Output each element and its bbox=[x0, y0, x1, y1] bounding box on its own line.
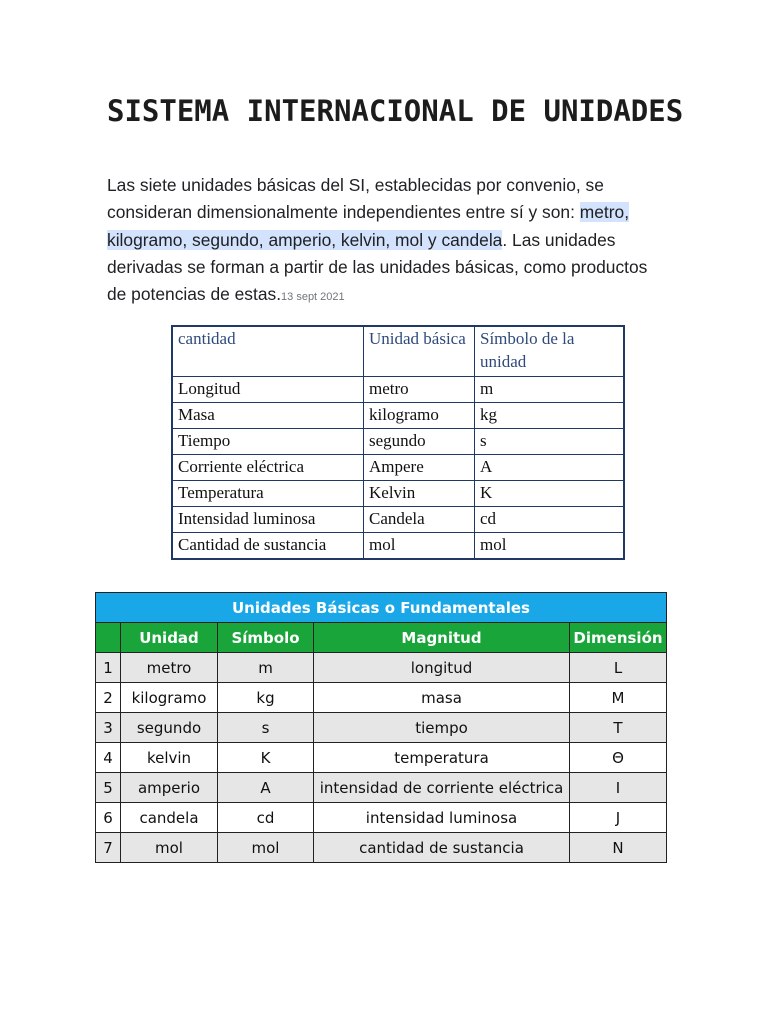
table-row bbox=[96, 713, 667, 743]
table1-cell: Temperatura bbox=[172, 481, 364, 507]
table1-cell: Tiempo bbox=[172, 429, 364, 455]
table2-cell: 5 bbox=[96, 773, 121, 803]
table-row bbox=[96, 803, 667, 833]
table2-cell: N bbox=[570, 833, 667, 863]
basic-units-table bbox=[95, 592, 667, 863]
table-row bbox=[172, 429, 624, 455]
table2-cell: cd bbox=[218, 803, 314, 833]
intro-text-end: . Las unidades derivadas se forman a partir de las unidades básicas, como productos de potencias de estas. bbox=[107, 229, 648, 305]
table-row bbox=[96, 683, 667, 713]
table1-cell: Corriente eléctrica bbox=[172, 455, 364, 481]
table2-cell: tiempo bbox=[314, 713, 570, 743]
table1-cell: Candela bbox=[364, 507, 475, 533]
table2-cell: cantidad de sustancia bbox=[314, 833, 570, 863]
table1-cell: Kelvin bbox=[364, 481, 475, 507]
table2-cell: mol bbox=[121, 833, 218, 863]
table2-header-cell: Dimensión bbox=[570, 623, 667, 653]
table1-cell: segundo bbox=[364, 429, 475, 455]
table2-cell: mol bbox=[218, 833, 314, 863]
table-row bbox=[96, 833, 667, 863]
table2-header-cell: Símbolo bbox=[218, 623, 314, 653]
table2-header-cell: Magnitud bbox=[314, 623, 570, 653]
table2-cell: kelvin bbox=[121, 743, 218, 773]
date-label: 13 sept 2021 bbox=[281, 291, 345, 304]
table-row bbox=[172, 533, 624, 560]
table2-cell: 7 bbox=[96, 833, 121, 863]
table2-cell: 6 bbox=[96, 803, 121, 833]
table-row bbox=[172, 377, 624, 403]
table2-cell: 4 bbox=[96, 743, 121, 773]
table1-cell: Longitud bbox=[172, 377, 364, 403]
table1-cell: mol bbox=[475, 533, 625, 560]
table1-cell: Ampere bbox=[364, 455, 475, 481]
intro-text-start: Las siete unidades básicas del SI, establecidas por convenio, se consideran dimensionalmente independientes entre sí y son: bbox=[107, 175, 604, 223]
table2-cell: amperio bbox=[121, 773, 218, 803]
table2-header-cell bbox=[96, 623, 121, 653]
table2-cell: K bbox=[218, 743, 314, 773]
table-row bbox=[172, 455, 624, 481]
table1-cell: Cantidad de sustancia bbox=[172, 533, 364, 560]
table1-cell: kg bbox=[475, 403, 625, 429]
table2-header-cell: Unidad bbox=[121, 623, 218, 653]
table1-header-cell: Unidad básica bbox=[364, 326, 475, 377]
table1-header-cell: Símbolo de la unidad bbox=[475, 326, 625, 377]
table2-cell: intensidad de corriente eléctrica bbox=[314, 773, 570, 803]
table1-cell: K bbox=[475, 481, 625, 507]
table2-cell: candela bbox=[121, 803, 218, 833]
table1-cell: m bbox=[475, 377, 625, 403]
table2-cell: m bbox=[218, 653, 314, 683]
table-row bbox=[172, 481, 624, 507]
page-title: SISTEMA INTERNACIONAL DE UNIDADES bbox=[107, 94, 684, 128]
table2-cell: I bbox=[570, 773, 667, 803]
table2-cell: metro bbox=[121, 653, 218, 683]
table2-cell: 1 bbox=[96, 653, 121, 683]
table2-cell: longitud bbox=[314, 653, 570, 683]
table2-cell: kg bbox=[218, 683, 314, 713]
table2-header-row bbox=[96, 623, 667, 653]
table1-cell: kilogramo bbox=[364, 403, 475, 429]
table2-banner-row bbox=[96, 593, 667, 623]
table2-cell: temperatura bbox=[314, 743, 570, 773]
table2-cell: 2 bbox=[96, 683, 121, 713]
table-row bbox=[172, 403, 624, 429]
table2-cell: L bbox=[570, 653, 667, 683]
table-row bbox=[96, 653, 667, 683]
table2-cell: J bbox=[570, 803, 667, 833]
table2-cell: s bbox=[218, 713, 314, 743]
table1-cell: A bbox=[475, 455, 625, 481]
si-units-table-serif bbox=[171, 325, 625, 560]
table1-cell: cd bbox=[475, 507, 625, 533]
table2-banner: Unidades Básicas o Fundamentales bbox=[96, 593, 667, 623]
table2-cell: M bbox=[570, 683, 667, 713]
table2-cell: kilogramo bbox=[121, 683, 218, 713]
table1-cell: Masa bbox=[172, 403, 364, 429]
table1-cell: mol bbox=[364, 533, 475, 560]
table2-cell: segundo bbox=[121, 713, 218, 743]
table2-cell: Θ bbox=[570, 743, 667, 773]
table2-cell: 3 bbox=[96, 713, 121, 743]
table1-cell: metro bbox=[364, 377, 475, 403]
intro-paragraph bbox=[107, 172, 667, 311]
table1-header-row bbox=[172, 326, 624, 377]
table1-cell: Intensidad luminosa bbox=[172, 507, 364, 533]
table2-cell: A bbox=[218, 773, 314, 803]
table2-cell: masa bbox=[314, 683, 570, 713]
highlighted-units[interactable]: metro, kilogramo, segundo, amperio, kelvin, mol y candela bbox=[107, 202, 630, 250]
table1-header-cell: cantidad bbox=[172, 326, 364, 377]
table-row bbox=[96, 773, 667, 803]
table-row bbox=[96, 743, 667, 773]
table2-cell: intensidad luminosa bbox=[314, 803, 570, 833]
table2-cell: T bbox=[570, 713, 667, 743]
table1-cell: s bbox=[475, 429, 625, 455]
table-row bbox=[172, 507, 624, 533]
